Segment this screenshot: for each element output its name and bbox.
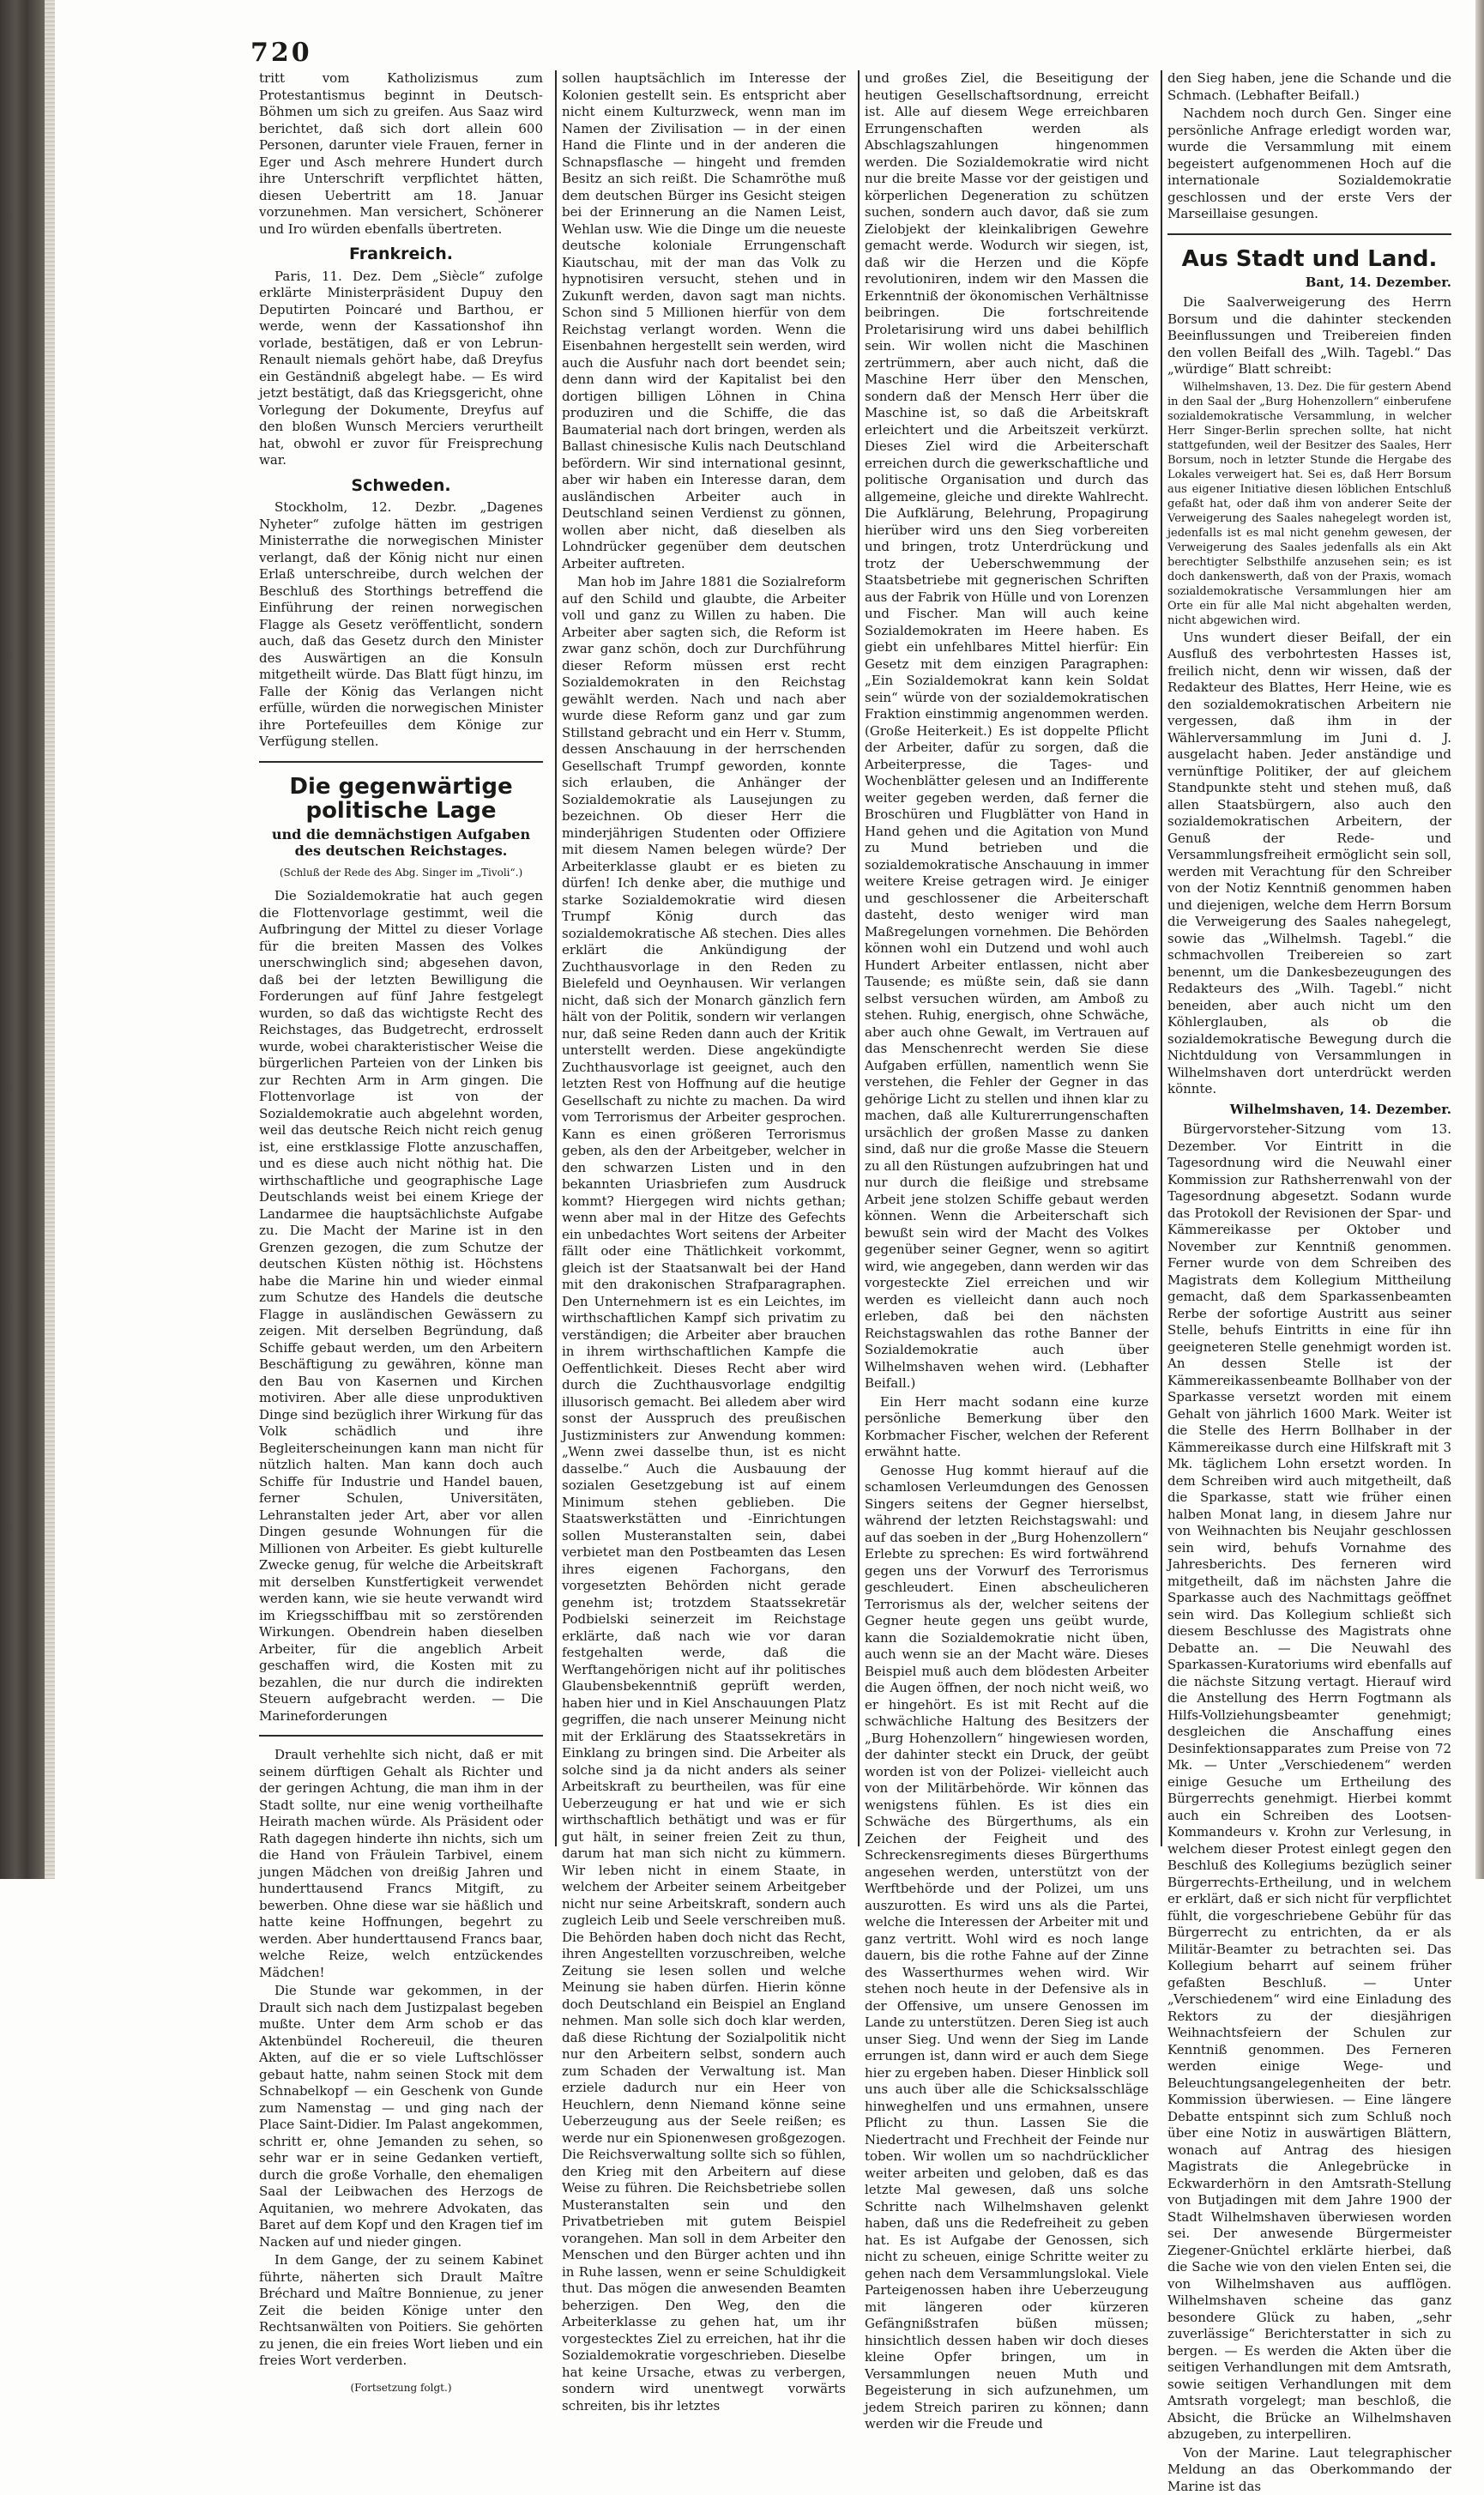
feuilleton-text: In dem Gange, der zu seinem Kabinet führte, näherten sich Drault Maître Bréchard und Maître Bonnienue, zu jener Zeit die beiden Könige unter den Rechtsanwälten von Poitiers. Sie gehörten zu jenen, die ein freies Wort lieben und ein freies Wort verderben.	[259, 2252, 543, 2370]
book-binding	[0, 0, 45, 1879]
article-subheadline: und die demnächstigen Aufgaben des deutschen Reichstages.	[259, 826, 543, 860]
divider	[1167, 233, 1451, 235]
column-4	[1161, 70, 1457, 1846]
article-text: Uns wundert dieser Beifall, der ein Ausfluß des verbohrtesten Hasses ist, freilich nicht, denn wir wissen, daß der Redakteur des Blattes, Herr Heine, wie es den sozialdemokratischen Arbeitern nie vergessen, daß ihm in der Wählerversammlung im Juni d. J. ausgelacht haben. Jeder anständige und vernünftige Politiker, der auf gleichem Standpunkte steht und stehen muß, daß allen Staatsbürgern, also auch den sozialdemokratischen Arbeitern, der Genuß der Rede- und Versammlungsfreiheit ermöglicht sein soll, werden mit Verachtung für den Schreiber von der Notiz Kenntniß genommen haben und diejenigen, welche dem Herrn Borsum die Verweigerung des Saales nahegelegt, sowie das „Wilhelmsh. Tagebl.“ die schmachvollen Treibereien so zart benennt, um die Dankesbezeugungen des Redakteurs des „Wilh. Tagebl.“ nicht beneiden, aber auch nicht um den Köhlerglauben, als ob die sozialdemokratische Bewegung durch die Nichtduldung von Versammlungen in Wilhelmshaven dort unterdrückt werden könnte.	[1167, 630, 1451, 1098]
article-text: Bürgervorsteher-Sitzung vom 13. Dezember. Vor Eintritt in die Tagesordnung wird die Neuwahl einer Kommission zur Rathsherrenwahl von der Tagesordnung abgesetzt. Sodann wurde das Protokoll der Revisionen der Spar- und Kämmereikasse per Oktober und November zur Kenntniß genommen. Ferner wurde von dem Schreiben des Magistrats dem Kollegium Mittheilung gemacht, daß dem Sparkassenbeamten Rerbe der sofortige Austritt aus seiner Stelle, behufs Eintritts in eine für ihn geeigneteren Stelle genehmigt worden ist. An dessen Stelle ist der Kämmereikassenbeamte Bollhaber von der Sparkasse versetzt worden mit einem Gehalt von jährlich 1600 Mark. Weiter ist die Stelle des Herrn Bollhaber in der Kämmereikasse durch eine Hilfskraft mit 3 Mk. täglichem Lohn ersetzt worden. In dem Schreiben wird auch mitgetheilt, daß die Sparkasse, statt wie früher einen halben Monat lang, in diesem Jahre nur von Weihnachten bis Neujahr geschlossen sein wird, behufs Vornahme des Jahresberichts. Des ferneren wird mitgetheilt, daß im nächsten Jahre die Sparkasse auch des Nachmittags geöffnet sein wird. Das Kollegium schließt sich diesem Beschlusse des Magistrats ohne Debatte an. — Die Neuwahl des Sparkassen-Kuratoriums wird ebenfalls auf die nächste Sitzung vertagt. Hierauf wird die Anstellung des Herrn Fogtmann als Hilfs-Vollziehungsbeamter genehmigt; desgleichen die Anschaffung eines Desinfektionsapparates zum Preise von 72 Mk. — Unter „Verschiedenem“ werden einige Gesuche um Ertheilung des Bürgerrechts genehmigt. Hierbei kommt auch ein Schreiben des Lootsen-Kommandeurs v. Krohn zur Verlesung, in welchem dieser Protest einlegt gegen den Beschluß des Kollegiums bezüglich seiner Bürgerrechts-Ertheilung, und in welchem er erklärt, daß er sich nicht für verpflichtet fühlt, die vorgeschriebene Gebühr für das Bürgerrecht zu entrichten, da er als Militär-Beamter zu betrachten sei. Das Kollegium beharrt auf seinem früher gefaßten Beschluß. — Unter „Verschiedenem“ wird eine Einladung des Rektors zu der diesjährigen Weihnachtsfeiern der Schulen zur Kenntniß genommen. Des Ferneren werden einige Wege- und Beleuchtungsangelegenheiten der betr. Kommission überwiesen. — Eine längere Debatte entspinnt sich zum Schluß noch über eine Notiz in auswärtigen Blättern, wonach auf Antrag des hiesigen Magistrats die Anlegebrücke in Eckwarderhörn in den Amtsrath-Stellung von Butjadingen mit dem Jahre 1900 der Stadt Wilhelmshaven überwiesen worden sei. Der anwesende Bürgermeister Ziegener-Gnüchtel erklärte hierbei, daß die Sache wie von den vielen Enten sei, die von Wilhelmshaven aus aufflögen. Wilhelmshaven scheine das ganz besondere Glück zu haben, „sehr zuverlässige“ Berichterstatter in sich zu bergen. — Es werden die Akten über die seitigen Verhandlungen mit dem Amtsrath, sowie seitigen Verhandlungen mit dem Amtsrath vorgelegt; man beschloß, die Absicht, die Brücke an Wilhelmshaven abzugeben, zu interpelliren.	[1167, 1121, 1451, 2444]
article-text: Nachdem noch durch Gen. Singer eine persönliche Anfrage erledigt worden war, wurde die Versammlung mit einem begeistert aufgenommenen Hoch auf die internationale Sozialdemokratie geschlossen und der erste Vers der Marseillaise gesungen.	[1167, 106, 1451, 223]
divider	[259, 761, 543, 763]
article-text: Die Saalverweigerung des Herrn Borsum und die dahinter steckenden Beeinflussungen und Treibereien finden den vollen Beifall des „Wilh. Tagebl.“ Das „würdige“ Blatt schreibt:	[1167, 294, 1451, 378]
article-text: den Sieg haben, jene die Schande und die Schmach. (Lebhafter Beifall.)	[1167, 70, 1451, 104]
article-text: Man hob im Jahre 1881 die Sozialreform auf den Schild und glaubte, die Arbeiter voll und ganz zu Willen zu haben. Die Arbeiter aber sagten sich, die Reform ist zwar ganz schön, doch zur Durchführung dieser Reform müssen erst recht Sozialdemokraten in den Reichstag gewählt werden. Nach und nach aber wurde diese Reform ganz und gar zum Stillstand gebracht und ein Herr v. Stumm, dessen Anschauung in der herrschenden Gesellschaft Trumpf geworden, konnte sich erlauben, die Anhänger der Sozialdemokratie als Lausejungen zu bezeichnen. Ob dieser Herr die minderjährigen Studenten oder Offiziere mit diesem Namen belegen würde? Der Arbeiterklasse glaubt er es bieten zu dürfen! Ich denke aber, die muthige und starke Sozialdemokratie wird diesen Trumpf König durch das sozialdemokratische Aß stechen. Dies alles erklärt die Ankündigung der Zuchthausvorlage in den Reden zu Bielefeld und Oeynhausen. Wir verlangen nicht, daß sich der Monarch gänzlich fern hält von der Politik, sondern wir verlangen nur, daß seine Reden dann auch der Kritik unterstellt werden. Diese angekündigte Zuchthausvorlage ist geeignet, auch den letzten Rest von Hoffnung auf die heutige Gesellschaft zu nichte zu machen. Da wird vom Terrorismus der Arbeiter gesprochen. Kann es einen größeren Terrorismus geben, als den der Arbeitgeber, welcher in den schwarzen Listen und in den bekannten Uriasbriefen zum Ausdruck kommt? Hiergegen wird nichts gethan; wenn aber mal in der Hitze des Gefechts ein unbedachtes Wort seitens der Arbeiter fällt oder eine Thätlichkeit vorkommt, gleich ist der Staatsanwalt bei der Hand mit den drakonischen Strafparagraphen. Den Unternehmern ist es ein Leichtes, im wirthschaftlichen Kampf sich privatim zu verständigen; die Arbeiter aber brauchen in ihrem wirthschaftlichen Kampfe die Oeffentlichkeit. Dieses Recht aber wird durch die Zuchthausvorlage endgiltig illusorisch gemacht. Bei alledem aber wird sonst der Ausspruch des preußischen Justizministers zur Anwendung kommen: „Wenn zwei dasselbe thun, ist es nicht dasselbe.“ Auch die Ausbauung der sozialen Gesetzgebung ist auf einem Minimum stehen geblieben. Die Staatswerkstätten und -Einrichtungen sollen Musteranstalten sein, dabei verbietet man den Postbeamten das Lesen ihres eigenen Fachorgans, den vorgesetzten Behörden nicht gerade genehm ist; trotzdem Staatssekretär Podbielski seinerzeit im Reichstage erklärte, daß nach wie vor daran festgehalten werde, daß die Werftangehörigen nicht auf ihr politisches Glaubensbekenntniß geprüft werden, haben hier und in Kiel Anschauungen Platz gegriffen, die nach unserer Meinung nicht mit der Erklärung des Staatssekretärs in Einklang zu bringen sind. Die Arbeiter als solche sind ja da nicht anders als seiner Arbeitskraft zu beurtheilen, was für eine Ueberzeugung er hat und wie er sich wirthschaftlich bethätigt und was er für gut hält, in seiner freien Zeit zu thun, darum hat man sich nicht zu kümmern. Wir leben nicht in einem Staate, in welchem der Arbeiter seinem Arbeitgeber nicht nur seine Arbeitskraft, sondern auch zugleich Leib und Seele verschreiben muß. Die Behörden haben doch nicht das Recht, ihren Angestellten vorzuschreiben, welche Zeitung sie lesen sollen und welche Meinung sie haben dürfen. Hierin könne doch Deutschland ein Beispiel an England nehmen. Man solle sich doch klar werden, daß diese Richtung der Sozialpolitik nicht nur den Arbeitern selbst, sondern auch zum Schaden der Verwaltung ist. Man erziele dadurch nur ein Heer von Heuchlern, denn Niemand könne seine Ueberzeugung aus der Seele reißen; es werde nur ein Spionenwesen großgezogen. Die Reichsverwaltung sollte sich so fühlen, den Krieg mit den Arbeitern auf diese Weise zu führen. Die Reichsbetriebe sollen Musteranstalten sein und den Privatbetrieben mit gutem Beispiel vorangehen. Man soll in dem Arbeiter den Menschen und den Bürger achten und ihn in Ruhe lassen, wenn er seine Schuldigkeit thut. Das mögen die anwesenden Beamten beherzigen. Den Weg, den die Arbeiterklasse zu gehen hat, um ihr vorgestecktes Ziel zu erreichen, hat ihr die Sozialdemokratie vorgeschrieben. Dieselbe hat keine Ursache, etwas zu verbergen, sondern wird unentwegt vorwärts schreiten, bis ihr letztes	[562, 574, 846, 2414]
article-text: Die Sozialdemokratie hat auch gegen die Flottenvorlage gestimmt, weil die Aufbringung der Mittel zu dieser Vorlage für die breiten Massen des Volkes unerschwinglich sind; abgesehen davon, daß bei der letzten Bewilligung die Forderungen auf fünf Jahre festgelegt wurden, so daß das wichtigste Recht des Reichstages, das Budgetrecht, erdrosselt wurde, wobei charakteristischer Weise die bürgerlichen Parteien von der Linken bis zur Rechten Arm in Arm gingen. Die Flottenvorlage ist von der Sozialdemokratie auch abgelehnt worden, weil das deutsche Reich nicht reich genug ist, eine erstklassige Flotte anzuschaffen, und es diese auch nicht nöthig hat. Die wirthschaftliche und geographische Lage Deutschlands weist bei einem Kriege der Landarmee die hauptsächlichste Aufgabe zu. Die Macht der Marine ist in den Grenzen gezogen, die zum Schutze der deutschen Küsten nöthig ist. Höchstens habe die Marine hin und wieder einmal zum Schutze des Handels die deutsche Flagge in ausländischen Gewässern zu zeigen. Mit derselben Begründung, daß Schiffe gebaut werden, um den Arbeitern Beschäftigung zu gewähren, könne man den Bau von Kasernen und Kirchen motiviren. Aber alle diese unproduktiven Dinge sind bezüglich ihrer Wirkung für das Volk schädlich und ihre Begleiterscheinungen kann man nicht für nützlich halten. Man kann doch auch Schiffe für Industrie und Handel bauen, ferner Schulen, Universitäten, Lehranstalten jeder Art, aber vor allen Dingen gesunde Wohnungen für die Millionen von Arbeiter. Es giebt kulturelle Zwecke genug, für welche die Arbeitskraft mit derselben Kunstfertigkeit verwendet werden kann, wie sie heute verwandt wird im Kriegsschiffbau mit so zerstörenden Wirkungen. Obendrein haben dieselben Arbeiter, für die angeblich Arbeit geschaffen wird, die Kosten mit zu bezahlen, die nur durch die indirekten Steuern aufgebracht werden. — Die Marineforderungen	[259, 888, 543, 1725]
article-text: sollen hauptsächlich im Interesse der Kolonien gestellt sein. Es entspricht aber nicht einem Kulturzweck, wenn man im Namen der Zivilisation — in der einen Hand die Flinte und in der anderen die Schnapsflasche — hingeht und fremden Besitz an sich reißt. Die Schamröthe muß dem deutschen Bürger ins Gesicht steigen bei der Erinnerung an die Namen Leist, Wehlan usw. Wie die Dinge um die neueste deutsche koloniale Errungenschaft Kiautschau, mit der man das Volk zu hypnotisiren versucht, stehen und in Zukunft werden, davon sagt man nichts. Schon sind 5 Millionen hierfür von dem Reichstag verlangt worden. Wenn die Eisenbahnen hergestellt sein werden, wird auch die Ausfuhr nach dort beendet sein; denn dann wird der Kapitalist bei den dortigen billigen Löhnen in China produziren und die Schiffe, die das Baumaterial nach dort bringen, werden als Ballast chinesische Kulis nach Deutschland befördern. Wir sind international gesinnt, aber wir haben ein Interesse daran, dem ausländischen Arbeiter auch in Deutschland seinen Verdienst zu gönnen, wollen aber nicht, daß dieselben als Lohndrücker gegenüber dem deutschen Arbeiter auftreten.	[562, 70, 846, 572]
dateline: Wilhelmshaven, 14. Dezember.	[1167, 1102, 1451, 1119]
quoted-text: Wilhelmshaven, 13. Dez. Die für gestern Abend in den Saal der „Burg Hohenzollern“ einberufene sozialdemokratische Versammlung, in welcher Herr Singer-Berlin sprechen sollte, hat nicht stattgefunden, weil der Besitzer des Saales, Herr Borsum, noch in letzter Stunde die Hergabe des Lokales verweigert hat. Sei es, daß Herr Borsum aus eigener Initiative diesen löblichen Entschluß gefaßt hat, oder daß ihm von anderer Seite der Verweigerung des Saales nahegelegt worden ist, jedenfalls ist es mal nicht genehm gewesen, der Verweigerung des Saales jedenfalls als ein Akt berechtigter Selbsthilfe anzusehen sein; es ist doch dankenswerth, daß von der Praxis, womach sozialdemokratische Versammlungen hier am Orte ein für alle Mal nicht abgehalten werden, nicht abgewichen wird.	[1167, 380, 1451, 628]
divider	[259, 1735, 543, 1737]
article-text: Ein Herr macht sodann eine kurze persönliche Bemerkung über den Korbmacher Fischer, welchen der Referent erwähnt hatte.	[865, 1394, 1149, 1461]
page-number: 720	[250, 38, 312, 68]
article-text: tritt vom Katholizismus zum Protestantismus beginnt in Deutsch-Böhmen um sich zu greifen. Aus Saaz wird berichtet, daß sich dort allein 600 Personen, darunter viele Frauen, ferner in Eger und Asch mehrere Hundert durch ihre Unterschrift verpflichtet hätten, diesen Uebertritt am 18. Januar vorzunehmen. Man versichert, Schönerer und Iro würden ebenfalls übertreten.	[259, 70, 543, 238]
column-3	[858, 70, 1154, 1846]
section-heading: Schweden.	[259, 478, 543, 495]
article-text: und großes Ziel, die Beseitigung der heutigen Gesellschaftsordnung, erreicht ist. Alle auf diesem Wege erreichbaren Errungenschaften werden als Abschlagszahlungen hingenommen werden. Die Sozialdemokratie wird nicht nur die breite Masse vor der geistigen und körperlichen Degeneration zu schützen suchen, sondern auch davor, daß sie zum Zielobjekt der kleinkalibrigen Gewehre gemacht werde. Wodurch wir siegen, ist, daß wir die Herzen und die Köpfe revolutioniren, indem wir den Massen die Erkenntniß der ökonomischen Verhältnisse beibringen. Die fortschreitende Proletarisirung wird uns dabei behilflich sein. Wir wollen nicht die Maschinen zertrümmern, aber auch nicht, daß die Maschine Herr über den Menschen, sondern daß der Mensch Herr über die Maschine ist, so daß die Arbeitskraft erleichtert und die Arbeitszeit verkürzt. Dieses Ziel wird die Arbeiterschaft erreichen durch die gewerkschaftliche und politische Organisation und durch das allgemeine, gleiche und direkte Wahlrecht. Die Aufklärung, Belehrung, Propagirung hierüber wird uns den Sieg vorbereiten und bringen, trotz Unterdrückung und trotz der Ueberschwemmung der Staatsbetriebe mit gegnerischen Schriften aus der Fabrik von Hülle und von Lorenzen und Fischer. Man will auch keine Sozialdemokraten im Heere haben. Es giebt ein unfehlbares Mittel hierfür: Ein Gesetz mit dem einzigen Paragraphen: „Ein Sozialdemokrat kann kein Soldat sein“ würde von der sozialdemokratischen Fraktion einstimmig angenommen werden. (Große Heiterkeit.) Es ist doppelte Pflicht der Arbeiter, dafür zu sorgen, daß die Arbeiterpresse, die Tages- und Wochenblätter gelesen und an Indifferente weiter gegeben werden, daß ferner die Broschüren und Flugblätter von Hand in Hand gehen und die Agitation von Mund zu Mund betrieben und die sozialdemokratische Anschauung in immer weitere Kreise getragen wird. Je einiger und geschlossener die Arbeiterschaft dasteht, desto weniger wird man Maßregelungen vornehmen. Die Behörden können wohl ein Dutzend und wohl auch Hundert Arbeiter entlassen, nicht aber Tausende; es müßte sein, daß sie dann selbst versuchen würden, am Amboß zu stehen. Ruhig, energisch, ohne Schwäche, aber auch ohne Gewalt, im Vertrauen auf das Menschenrecht werden Sie diese Aufgaben erfüllen, namentlich wenn Sie verstehen, die Fehler der Gegner in das gehörige Licht zu stellen und ihnen klar zu machen, daß alle Kulturerrungenschaften ursächlich der großen Masse zu danken sind, daß nur die große Masse die Steuern zu all den Rüstungen aufzubringen hat und nur durch die fleißige und strebsame Arbeit jene stolzen Schiffe gebaut werden können. Wenn die Arbeiterschaft sich bewußt sein wird der Macht des Volkes gegenüber seiner Gegner, wenn so agitirt wird, wie angegeben, dann werden wir das vorgesteckte Ziel erreichen und wir werden es vielleicht dann auch noch erleben, daß bei den nächsten Reichstagswahlen das rothe Banner der Sozialdemokratie auch über Wilhelmshaven wehen wird. (Lebhafter Beifall.)	[865, 70, 1149, 1392]
page-right-edge	[1475, 0, 1484, 1879]
section-headline: Aus Stadt und Land.	[1167, 247, 1451, 271]
article-text: Paris, 11. Dez. Dem „Siècle“ zufolge erklärte Ministerpräsident Dupuy den Deputirten Poincaré und Barthou, er werde, wenn der Kassationshof ihn vorlade, bestätigen, daß er von Lebrun-Renault niemals gehört habe, daß Dreyfus ein Geständniß abgelegt habe. — Es wird jetzt bestätigt, daß das Kriegsgericht, ohne Vorlegung der Dokumente, Dreyfus auf den bloßen Wunsch Merciers verurtheilt hat, obwohl er zuvor für Freisprechung war.	[259, 269, 543, 469]
newspaper-columns	[254, 70, 1457, 1846]
column-2	[555, 70, 851, 1846]
column-1	[254, 70, 548, 1846]
feuilleton-text: Drault verhehlte sich nicht, daß er mit seinem dürftigen Gehalt als Richter und der geringen Achtung, die man ihm in der Stadt sollte, nur eine wenig vortheilhafte Heirath machen würde. Als Präsident oder Rath dagegen hinderte ihn nichts, sich um die Hand von Fräulein Tarbivel, einem jungen Mädchen von dreißig Jahren und hunderttausend Francs Mitgift, zu bewerben. Ohne diese war sie häßlich und hatte keine Hoffnungen, begehrt zu werden. Aber hunderttausend Francs baar, welche Reize, welch entzückendes Mädchen!	[259, 1747, 543, 1981]
continued-note: (Fortsetzung folgt.)	[259, 2380, 543, 2397]
article-note: (Schluß der Rede des Abg. Singer im „Tivoli“.)	[259, 865, 543, 882]
page-stack-edge	[45, 0, 55, 1879]
feuilleton-text: Die Stunde war gekommen, in der Drault sich nach dem Justizpalast begeben mußte. Unter dem Arm schob er das Aktenbündel Rochereuil, die theuren Akten, auf die er so viele Luftschlösser gebaut hatte, nahm seinen Stock mit dem Schnabelkopf — ein Geschenk von Gunde zum Namenstag — und ging nach der Place Saint-Didier. Im Palast angekommen, schritt er, ohne Jemanden zu sehen, so sehr war er in seine Gedanken vertieft, durch die große Vorhalle, den ehemaligen Saal der Leibwachen des Herzogs de Aquitanien, wo mehrere Advokaten, das Baret auf dem Kopf und den Kragen tief im Nacken auf und nieder gingen.	[259, 1983, 543, 2250]
section-heading: Frankreich.	[259, 246, 543, 263]
article-headline: Die gegenwärtige politische Lage	[259, 775, 543, 823]
article-text: Genosse Hug kommt hierauf auf die schamlosen Verleumdungen des Genossen Singers seitens der Gegner hierselbst, während der letzten Reichstagswahl: und auf das soeben in der „Burg Hohenzollern“ Erlebte zu sprechen: Es wird fortwährend gegen uns der Vorwurf des Terrorismus geschleudert. Einen abscheulicheren Terrorismus als der, welcher seitens der Gegner heute gegen uns geübt wurde, kann die Sozialdemokratie nicht üben, auch wenn sie an der Macht wäre. Dieses Beispiel muß auch dem blödesten Arbeiter die Augen öffnen, der noch nicht weiß, wo er hingehört. Es ist mit Recht auf die schwächliche Haltung des Besitzers der „Burg Hohenzollern“ hingewiesen worden, der dahinter steckt ein Druck, der geübt worden ist von der Polizei- vielleicht auch von der Militärbehörde. Wir können das wenigstens fühlen. Es ist dies ein Schwäche des Bürgerthums, als ein Zeichen der Feigheit und des Schreckensregiments dieses Bürgerthums angesehen werden, unterstützt von der Werftbehörde und der Polizei, um uns auszurotten. Es wird uns als die Partei, welche die Interessen der Arbeiter mit und ganz vertritt. Wohl wird es noch lange dauern, bis die rothe Fahne auf der Zinne des Wasserthurmes wehen wird. Wir stehen noch heute in der Defensive als in der Offensive, um unsere Genossen im Lande zu unterstützen. Deren Sieg ist auch unser Sieg. Und wenn der Sieg im Lande errungen ist, dann wird er auch dem Siege hier zu ergeben haben. Dieser Hinblick soll uns auch über alle die Schicksalsschläge hinweghelfen und uns ermahnen, unsere Pflicht zu thun. Lassen Sie die Niedertracht und Frechheit der Feinde nur toben. Wir wollen um so nachdrücklicher weiter arbeiten und geloben, daß es das letzte Mal gewesen, daß uns solche Schritte nach Wilhelmshaven gelenkt haben, daß uns die Redefreiheit zu geben hat. Es ist Aufgabe der Genossen, sich nicht zu scheuen, einige Schritte weiter zu gehen nach dem Versammlungslokal. Viele Parteigenossen haben ihre Ueberzeugung mit längeren oder kürzeren Gefängnißstrafen büßen müssen; hinsichtlich dessen haben wir doch dieses kleine Opfer bringen, um in Versammlungen neuen Muth und Begeisterung in sich aufzunehmen, um jedem Streich pariren zu können; dann werden wir die Freude und	[865, 1463, 1149, 2433]
dateline: Bant, 14. Dezember.	[1167, 275, 1451, 292]
article-text: Von der Marine. Laut telegraphischer Meldung an das Oberkommando der Marine ist das	[1167, 2445, 1451, 2495]
article-text: Stockholm, 12. Dezbr. „Dagenes Nyheter“ zufolge hätten im gestrigen Ministerrathe die norwegischen Minister verlangt, daß der König nicht nur einen Erlaß unterschreibe, durch welchen der Beschluß des Storthings betreffend die Einführung der reinen norwegischen Flagge als Gesetz veröffentlicht, sondern auch, daß das Gesetz durch den Minister des Auswärtigen an die Konsuln mitgetheilt würde. Das Blatt fügt hinzu, im Falle der König das Verlangen nicht erfülle, würden die norwegischen Minister ihre Portefeuilles dem Könige zur Verfügung stellen.	[259, 499, 543, 751]
